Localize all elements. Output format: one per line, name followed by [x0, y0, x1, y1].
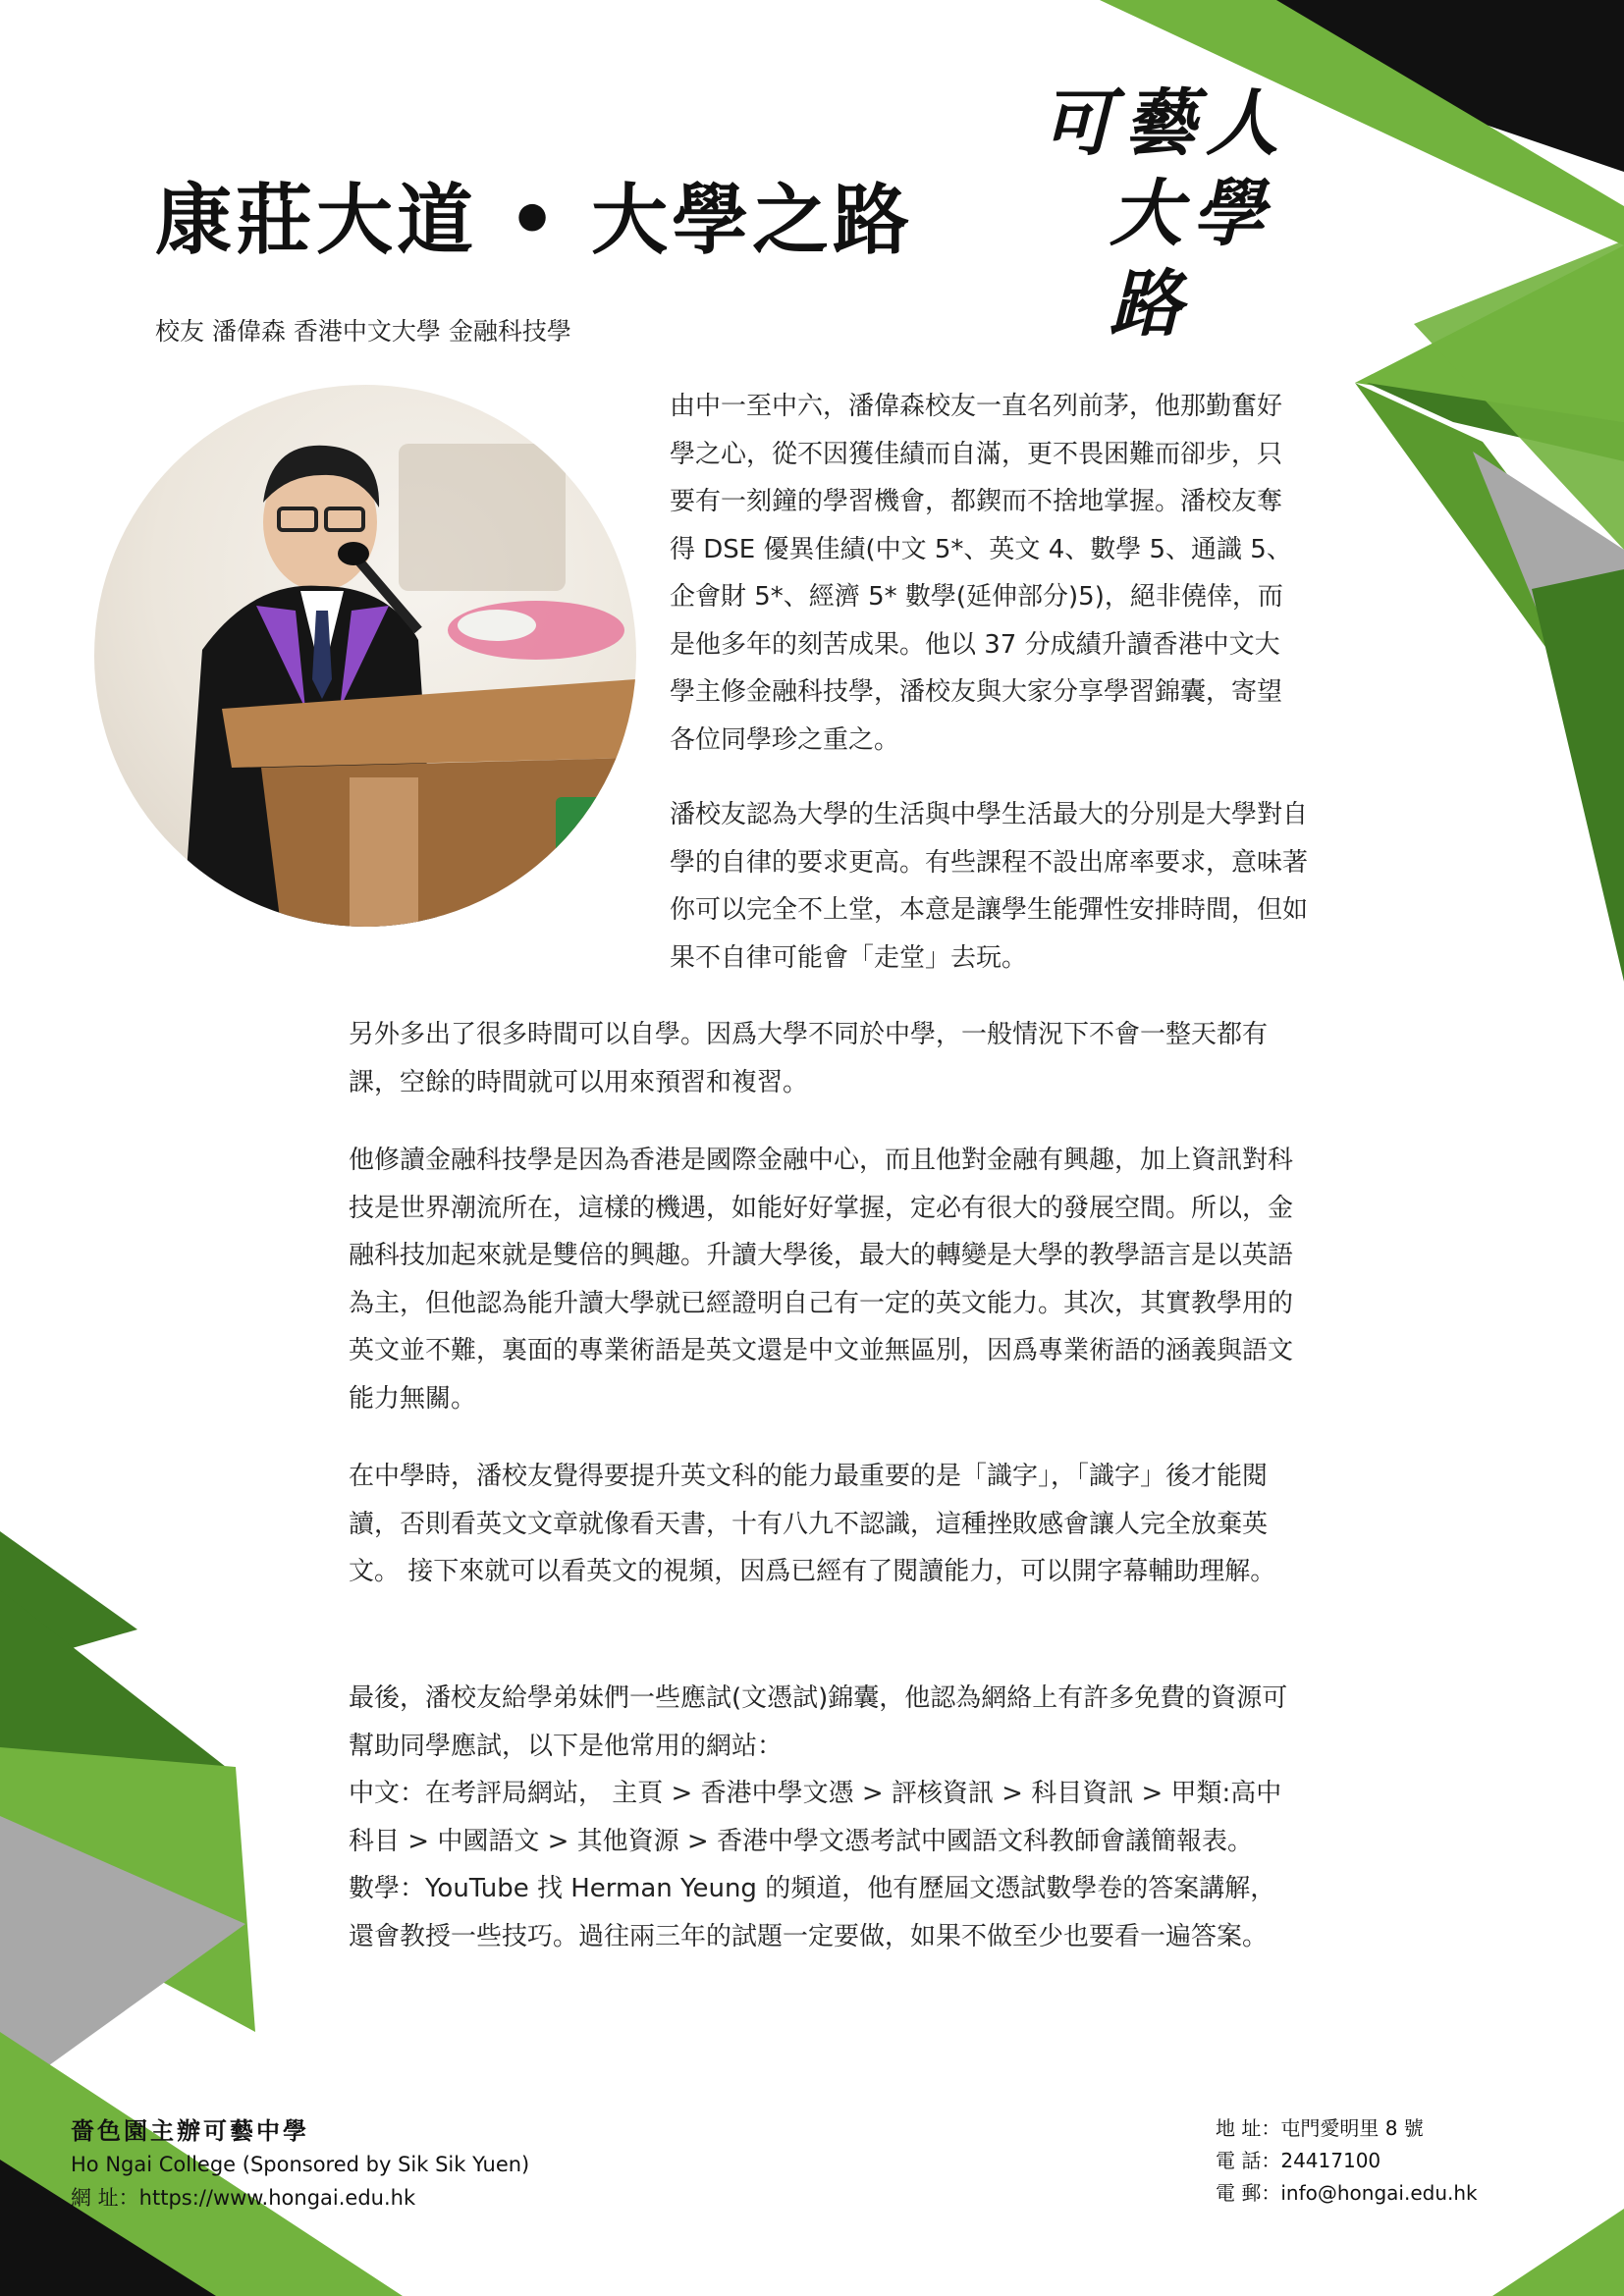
paragraph-english: 在中學時，潘校友覺得要提升英文科的能力最重要的是「識字」，「識字」後才能閱讀，否則看英文文章就像看天書，十有八九不認識，這種挫敗感會讓人完全放棄英文。 接下來就可以看英文的視頻，因爲已經有了閱讀能力，可以開字幕輔助理解。	[349, 1462, 1276, 1586]
photo-illustration	[94, 385, 636, 927]
school-website[interactable]: 網 址：https://www.hongai.edu.hk	[71, 2186, 416, 2210]
footer-school-info	[71, 2114, 529, 2215]
school-name: 嗇色園主辦可藝中學	[71, 2117, 309, 2145]
school-email[interactable]: 電 郵：info@hongai.edu.hk	[1216, 2181, 1478, 2205]
deco-green-dark-right-2	[1532, 569, 1624, 982]
page-title: 康莊大道 • 大學之路	[155, 177, 914, 265]
logo-line-1: 可藝人	[1041, 81, 1288, 166]
paragraph-fintech: 他修讀金融科技學是因為香港是國際金融中心，而且他對金融有興趣，加上資訊對科技是世界潮流所在，這樣的機遇，如能好好掌握，定必有很大的發展空間。所以，金融科技加起來就是雙倍的興趣。升讀大學後，最大的轉變是大學的教學語言是以英語為主，但他認為能升讀大學就已經證明自己有一定的英文能力。其次，其實教學用的英文並不難，裏面的專業術語是英文還是中文並無區別，因爲專業術語的涵義與語文能力無關。	[349, 1146, 1294, 1414]
school-address: 地 址：屯門愛明里 8 號	[1216, 2116, 1424, 2140]
alumni-byline: 校友 潘偉森 香港中文大學 金融科技學	[155, 317, 571, 346]
logo-line-2: 大學路	[1110, 172, 1274, 347]
school-phone: 電 話：24417100	[1216, 2149, 1381, 2172]
alumni-photo	[94, 385, 636, 927]
paragraph-self-study: 另外多出了很多時間可以自學。因爲大學不同於中學，一般情況下不會一整天都有課，空餘的時間就可以用來預習和複習。	[349, 1020, 1269, 1097]
college-logo	[1041, 79, 1335, 349]
paragraph-university-life: 潘校友認為大學的生活與中學生活最大的分別是大學對自學的自律的要求更高。有些課程不設出席率要求，意味著你可以完全不上堂，本意是讓學生能彈性安排時間，但如果不自律可能會「走堂」去玩。	[670, 800, 1309, 973]
exam-tips-intro: 最後，潘校友給學弟妹們一些應試(文憑試)錦囊，他認為網絡上有許多免費的資源可幫助同學應試，以下是他常用的網站：	[349, 1683, 1288, 1761]
paragraph-intro: 由中一至中六，潘偉森校友一直名列前茅，他那勤奮好學之心，從不因獲佳績而自滿，更不畏困難而卻步，只要有一刻鐘的學習機會，都鍥而不捨地掌握。潘校友奪得 DSE 優異佳績(中文 5*、英文 4、數學 5、通識 5、企會財 5*、經濟 5* 數學(延伸部分)5)，絕非僥倖，而是他多年的刻苦成果。他以 37 分成績升讀香港中文大學主修金融科技學，潘校友與大家分享學習錦囊，寄望各位同學珍之重之。	[670, 392, 1292, 755]
paragraph-exam-tips	[349, 1675, 1301, 1960]
exam-tips-chinese: 中文：在考評局網站， 主頁 > 香港中學文憑 > 評核資訊 > 科目資訊 > 甲類:高中科目 > 中國語文 > 其他資源 > 香港中學文憑考試中國語文科教師會議簡報表。	[349, 1779, 1282, 1856]
deco-green-bottom-right	[1492, 2209, 1624, 2296]
footer-contact	[1216, 2112, 1478, 2210]
school-english-name: Ho Ngai College (Sponsored by Sik Sik Yuen)	[71, 2153, 530, 2176]
exam-tips-math: 數學：YouTube 找 Herman Yeung 的頻道，他有歷屆文憑試數學卷的答案講解，還會教授一些技巧。過往兩三年的試題一定要做，如果不做至少也要看一遍答案。	[349, 1874, 1276, 1951]
